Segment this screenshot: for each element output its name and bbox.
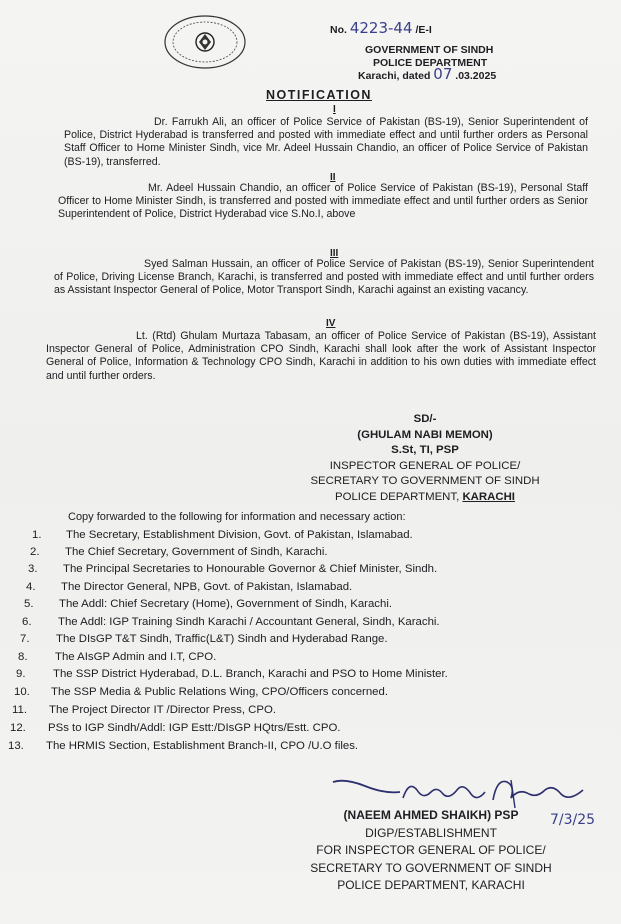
reference-number: No. 4223-44 /E-I — [330, 19, 432, 37]
signatory-awards: S.St, TI, PSP — [391, 444, 459, 456]
copy-forward-intro: Copy forwarded to the following for information and necessary action: — [68, 511, 406, 523]
list-item: 10. The SSP Media & Public Relations Wing, CPO/Officers concerned. — [14, 686, 389, 698]
signatory-city: KARACHI — [462, 490, 515, 503]
government-heading: GOVERNMENT OF SINDH — [365, 44, 494, 56]
section-number: II — [330, 172, 336, 183]
handwritten-signing-date: 7/3/25 — [550, 812, 596, 828]
section-number: III — [330, 248, 339, 259]
signatory-title: POLICE DEPARTMENT, KARACHI — [335, 490, 515, 503]
list-item: 9. The SSP District Hyderabad, D.L. Branch, Karachi and PSO to Home Minister. — [16, 668, 448, 680]
notification-title: NOTIFICATION — [266, 88, 372, 102]
list-item: 11. The Project Director IT /Director Press, CPO. — [12, 704, 277, 716]
section-paragraph: Mr. Adeel Hussain Chandio, an officer of Police Service of Pakistan (BS-19), Personal Staff Officer to Home Minister Sindh, is transferred and posted with immediate effect and until further orders as Senior Superintendent of Police, District Hyderabad vice S.No.I, above — [58, 182, 588, 221]
signatory-title: INSPECTOR GENERAL OF POLICE/ — [329, 459, 521, 472]
signatory-title: SECRETARY TO GOVERNMENT OF SINDH — [310, 860, 552, 875]
list-item: 6. The Addl: IGP Training Sindh Karachi / Accountant General, Sindh, Karachi. — [22, 616, 440, 628]
signatory-title: SECRETARY TO GOVERNMENT OF SINDH — [310, 475, 540, 487]
department-heading: POLICE DEPARTMENT — [373, 57, 488, 69]
signatory-title: POLICE DEPARTMENT, KARACHI — [337, 878, 525, 892]
section-paragraph: Lt. (Rtd) Ghulam Murtaza Tabasam, an officer of Police Service of Pakistan (BS-19), Assistant Inspector General of Police, Administration CPO Sindh, Karachi shall look after the work of Assistant Inspector General of Police, Information & Technology CPO Sindh, Karachi in addition to his own duties with immediate effect and until further orders. — [46, 330, 596, 382]
signatory-name: (GHULAM NABI MEMON) — [357, 428, 493, 441]
list-item: 7. The DIsGP T&T Sindh, Traffic(L&T) Sindh and Hyderabad Range. — [20, 633, 388, 645]
list-item: 1. The Secretary, Establishment Division, Govt. of Pakistan, Islamabad. — [32, 529, 413, 541]
signatory-title: FOR INSPECTOR GENERAL OF POLICE/ — [316, 843, 546, 857]
list-item: 12. PSs to IGP Sindh/Addl: IGP Estt:/DIsGP HQtrs/Estt. CPO. — [10, 722, 341, 734]
list-item: 3. The Principal Secretaries to Honourable Governor & Chief Minister, Sindh. — [28, 563, 438, 575]
section-paragraph: Syed Salman Hussain, an officer of Police Service of Pakistan (BS-19), Senior Superintendent of Police, Driving License Branch, Karachi, is transferred and posted with immediate effect and until further orders as Assistant Inspector General of Police, Motor Transport Sindh, Karachi against an existing vacancy. — [54, 258, 594, 297]
signatory-title: DIGP/ESTABLISHMENT — [365, 825, 497, 840]
list-item: 8. The AIsGP Admin and I.T, CPO. — [18, 651, 217, 663]
section-number: I — [333, 104, 336, 115]
dated-line: Karachi, dated 07 .03.2025 — [358, 65, 497, 83]
list-item: 2. The Chief Secretary, Government of Sindh, Karachi. — [30, 546, 328, 558]
section-number: IV — [326, 318, 336, 329]
list-item: 13. The HRMIS Section, Establishment Branch-II, CPO /U.O files. — [8, 740, 359, 752]
signatory-name: (NAEEM AHMED SHAIKH) PSP — [343, 808, 519, 822]
handwritten-reference: 4223-44 — [349, 19, 413, 37]
section-paragraph: Dr. Farrukh Ali, an officer of Police Service of Pakistan (BS-19), Senior Superintendent of Police, District Hyderabad is transferred and posted with immediate effect and until further orders as Personal Staff Officer to Home Minister Sindh, vice Mr. Adeel Hussain Chandio, an officer of Police Service of Pakistan (BS-19), transferred. — [64, 116, 588, 168]
handwritten-date: 07 — [433, 65, 453, 83]
signature-mark: SD/- — [413, 413, 437, 425]
list-item: 4. The Director General, NPB, Govt. of Pakistan, Islamabad. — [26, 581, 353, 593]
list-item: 5. The Addl: Chief Secretary (Home), Government of Sindh, Karachi. — [24, 598, 393, 610]
signatory-block — [300, 807, 562, 895]
